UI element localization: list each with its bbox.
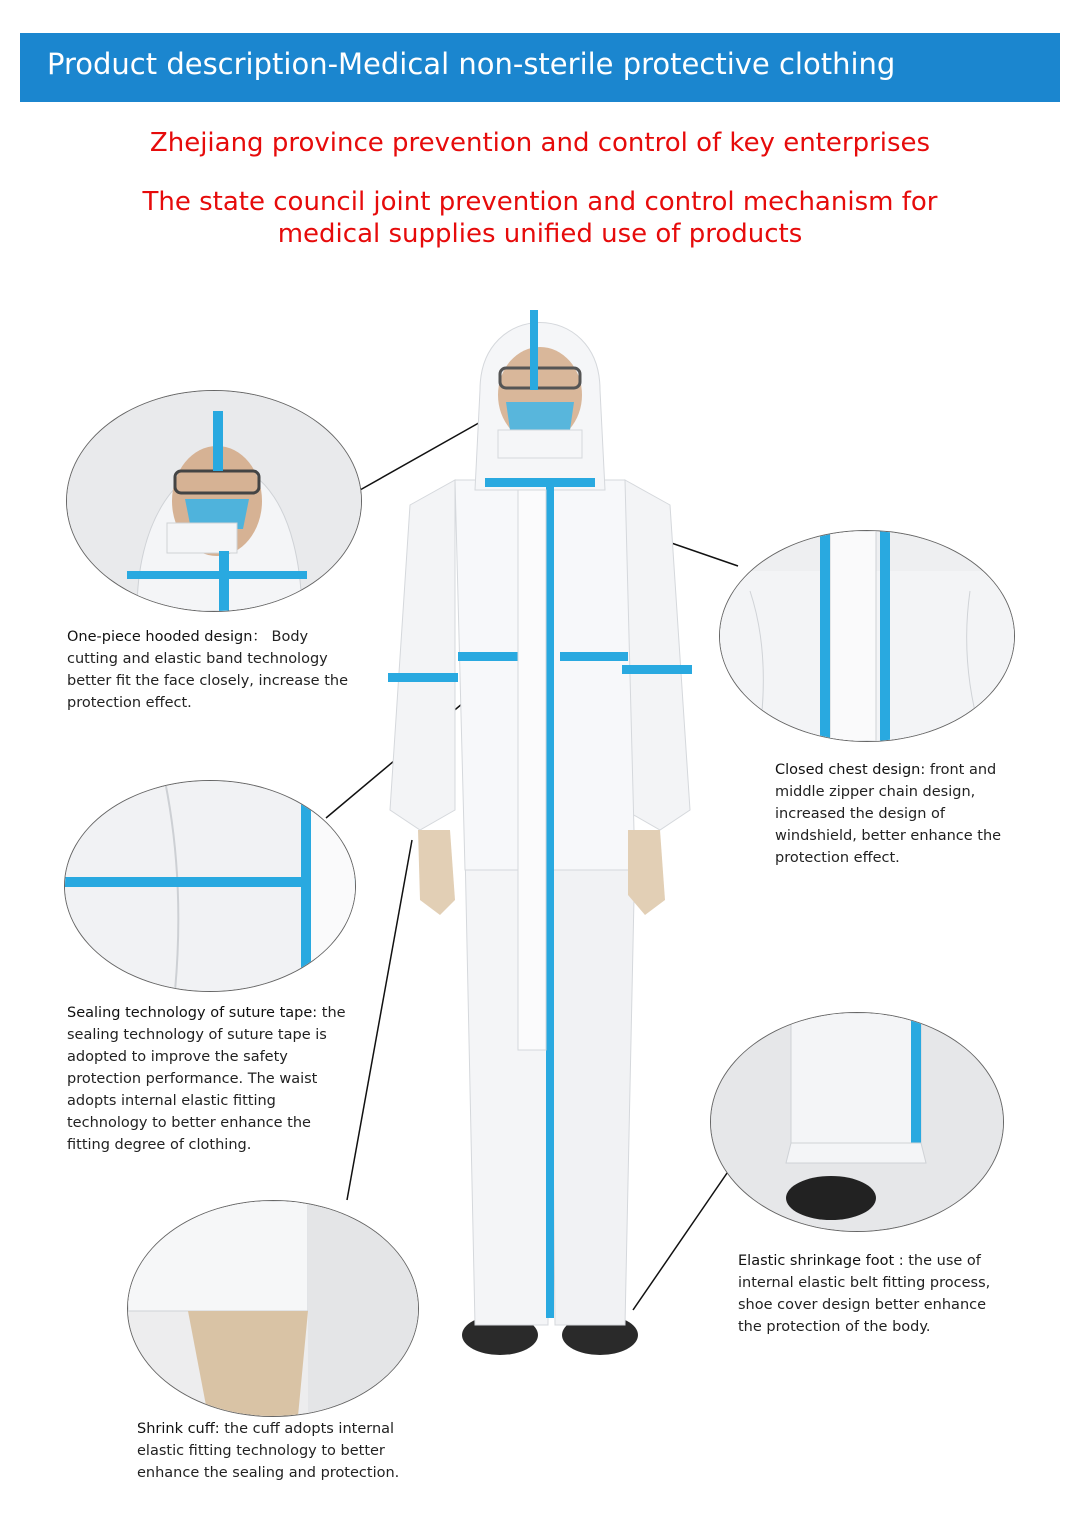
right-arm [625, 480, 690, 830]
heading-line-2b: medical supplies unified use of products [277, 219, 803, 249]
hood-tape [530, 310, 538, 390]
foot-description [738, 1250, 1013, 1338]
heading-line-1: Zhejiang province prevention and control of key enterprises [149, 128, 931, 158]
foot-description-title: Elastic shrinkage foot : [738, 1253, 904, 1269]
cuff-description [137, 1418, 427, 1484]
protective-suit-figure [370, 290, 710, 1370]
face-mask [506, 402, 574, 430]
hood-description [67, 626, 362, 714]
right-waist-tape [560, 652, 628, 661]
chest-description-text: front and middle zipper chain design, increased the design of windshield, better enhance the protection effect. [775, 762, 1002, 866]
tape-description [67, 1002, 347, 1156]
heading-line-2a: The state council joint prevention and control mechanism for [142, 187, 938, 217]
cuff-description-title: Shrink cuff: [137, 1421, 220, 1437]
hood-description-text: Body cutting and elastic band technology better fit the face closely, increase the protection effect. [67, 629, 349, 711]
tape-description-text: the sealing technology of suture tape is adopted to improve the safety protection performance. The waist adopts internal elastic fitting technology to better enhance the fitting degree of clothing. [67, 1005, 346, 1153]
chin-flap [498, 430, 582, 458]
left-glove [418, 830, 455, 915]
hood-description-title: One-piece hooded design： [67, 629, 267, 645]
right-arm-tape [622, 665, 692, 674]
foot-detail-bubble [710, 1012, 1004, 1232]
foot-description-text: the use of internal elastic belt fitting process, shoe cover design better enhance the protection of the body. [738, 1253, 991, 1335]
tape-description-title: Sealing technology of suture tape: [67, 1005, 318, 1021]
left-arm [390, 480, 455, 830]
chest-description-title: Closed chest design: [775, 762, 926, 778]
zipper-tape [546, 478, 554, 1318]
cuff-description-text: the cuff adopts internal elastic fitting technology to better enhance the sealing and protection. [137, 1421, 400, 1481]
left-arm-tape [388, 673, 458, 682]
hood-detail-bubble [66, 390, 362, 612]
chest-description [775, 759, 1015, 869]
cuff-detail-bubble [127, 1200, 419, 1417]
right-leg [550, 850, 635, 1325]
neck-tape [485, 478, 595, 487]
chest-detail-bubble [719, 530, 1015, 742]
tape-detail-bubble [64, 780, 356, 992]
storm-flap [518, 490, 546, 1050]
banner-title: Product description-Medical non-sterile protective clothing [47, 47, 896, 81]
